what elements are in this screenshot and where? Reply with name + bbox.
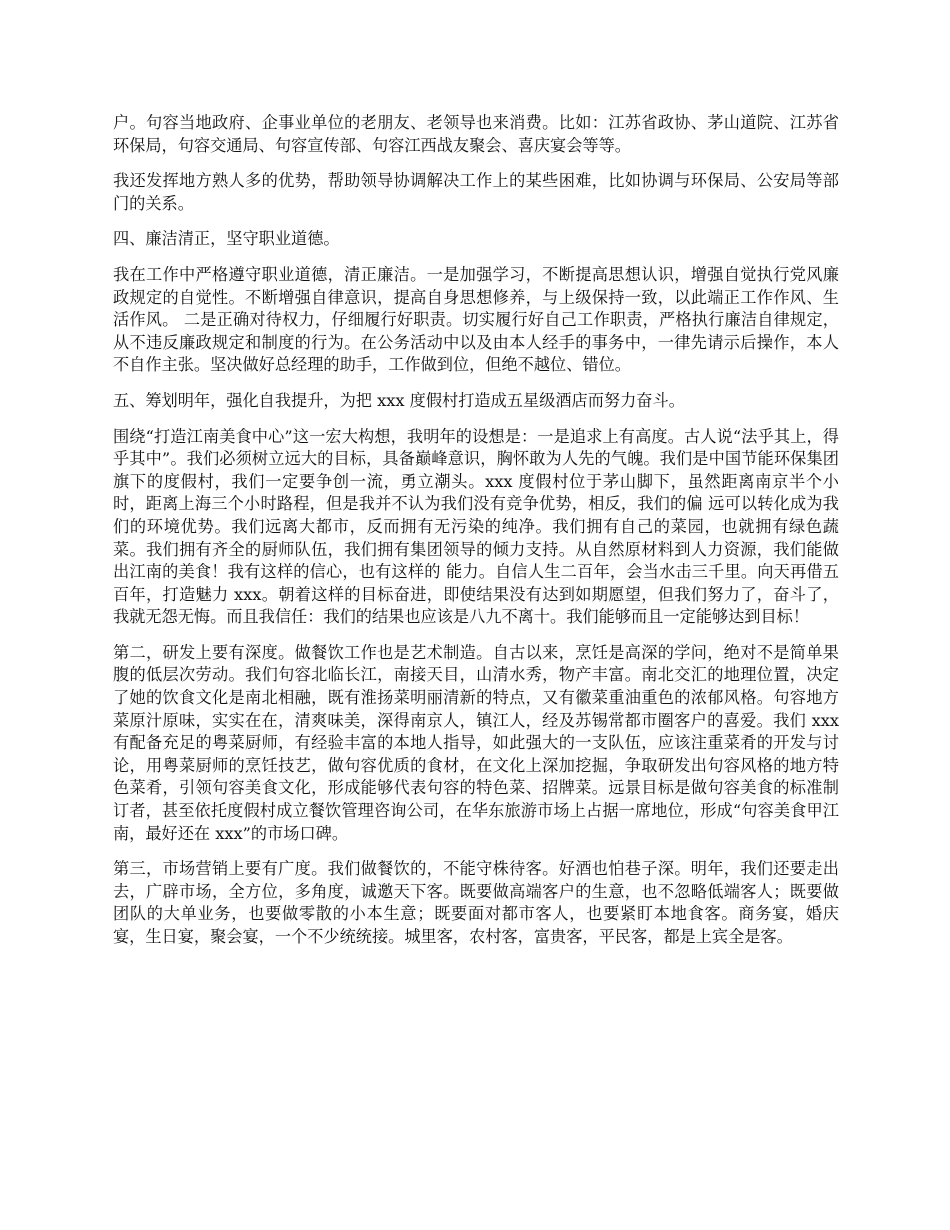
paragraph-integrity: 我在工作中严格遵守职业道德，清正廉洁。一是加强学习，不断提高思想认识，增强自觉执行党风廉政规定的自觉性。不断增强自律意识，提高自身思想修养，与上级保持一致，以此端正工作作风、生活作风。 二是正确对待权力，仔细履行好职责。切实履行好自己工作职责，严格执行廉洁自律规定，从不违反廉政规定和制度的行为。在公务活动中以及由本人经手的事务中，一律先请示后操作，本人不自作主张。坚决做好总经理的助手，工作做到位，但绝不越位、错位。 [113,264,839,375]
paragraph-height-goal: 围绕“打造江南美食中心”这一宏大构想，我明年的设想是：一是追求上有高度。古人说“法乎其上，得乎其中”。我们必须树立远大的目标，具备巅峰意识，胸怀敢为人先的气魄。我们是中国节能环保集团旗下的度假村，我们一定要争创一流，勇立潮头。xxx 度假村位于茅山脚下，虽然距离南京半个小时，距离上海三个小时路程，但是我并不认为我们没有竞争优势，相反，我们的偏 远可以转化成为我们的环境优势。我们远离大都市，反而拥有无污染的纯净。我们拥有自己的菜园，也就拥有绿色蔬菜。我们拥有齐全的厨师队伍，我们拥有集团领导的倾力支持。从自然原材料到人力资源，我们能做出江南的美食！我有这样的信心，也有这样的 能力。自信人生二百年，会当水击三千里。向天再借五百年，打造魅力 xxx。朝着这样的目标奋进，即使结果没有达到如期愿望，但我们努力了，奋斗了，我就无怨无悔。而且我信任：我们的结果也应该是八九不离十。我们能够而且一定能够达到目标！ [113,426,839,627]
paragraph-guest-list: 户。句容当地政府、企事业单位的老朋友、老领导也来消费。比如：江苏省政协、茅山道院、江苏省环保局，句容交通局、句容宣传部、句容江西战友聚会、喜庆宴会等等。 [113,113,839,155]
paragraph-research-depth: 第二，研发上要有深度。做餐饮工作也是艺术制造。自古以来，烹饪是高深的学问，绝对不是简单果腹的低层次劳动。我们句容北临长江，南接天目，山清水秀，物产丰富。南北交汇的地理位置，决定了她的饮食文化是南北相融，既有淮扬菜明丽清新的特点，又有徽菜重油重色的浓郁风格。句容地方菜原汁原味，实实在在，清爽味美，深得南京人，镇江人，经及苏锡常都市圈客户的喜爱。我们 xxx 有配备充足的粤菜厨师，有经验丰富的本地人指导，如此强大的一支队伍，应该注重菜肴的开发与讨论，用粤菜厨师的烹饪技艺，做句容优质的食材，在文化上深加挖掘，争取研发出句容风格的地方特色菜肴，引领句容美食文化，形成能够代表句容的特色菜、招牌菜。远景目标是做句容美食的标准制订者，甚至依托度假村成立餐饮管理咨询公司，在华东旅游市场上占据一席地位，形成“句容美食甲江南，最好还在 xxx”的市场口碑。 [113,642,839,843]
document-page [113,112,839,962]
paragraph-coordination: 我还发挥地方熟人多的优势，帮助领导协调解决工作上的某些困难，比如协调与环保局、公安局等部门的关系。 [113,171,839,213]
section-heading-next-year: 五、筹划明年，强化自我提升，为把 xxx 度假村打造成五星级酒店而努力奋斗。 [113,390,685,410]
paragraph-marketing-breadth: 第三，市场营销上要有广度。我们做餐饮的，不能守株待客。好酒也怕巷子深。明年，我们还要走出去，广辟市场，全方位，多角度，诚邀天下客。既要做高端客户的生意，也不忽略低端客人；既要做团队的大单业务，也要做零散的小本生意；既要面对都市客人，也要紧盯本地食客。商务宴，婚庆宴，生日宴，聚会宴，一个不少统统接。城里客，农村客，富贵客，平民客，都是上宾全是客。 [113,859,839,946]
section-heading-integrity: 四、廉洁清正，坚守职业道德。 [113,229,340,249]
